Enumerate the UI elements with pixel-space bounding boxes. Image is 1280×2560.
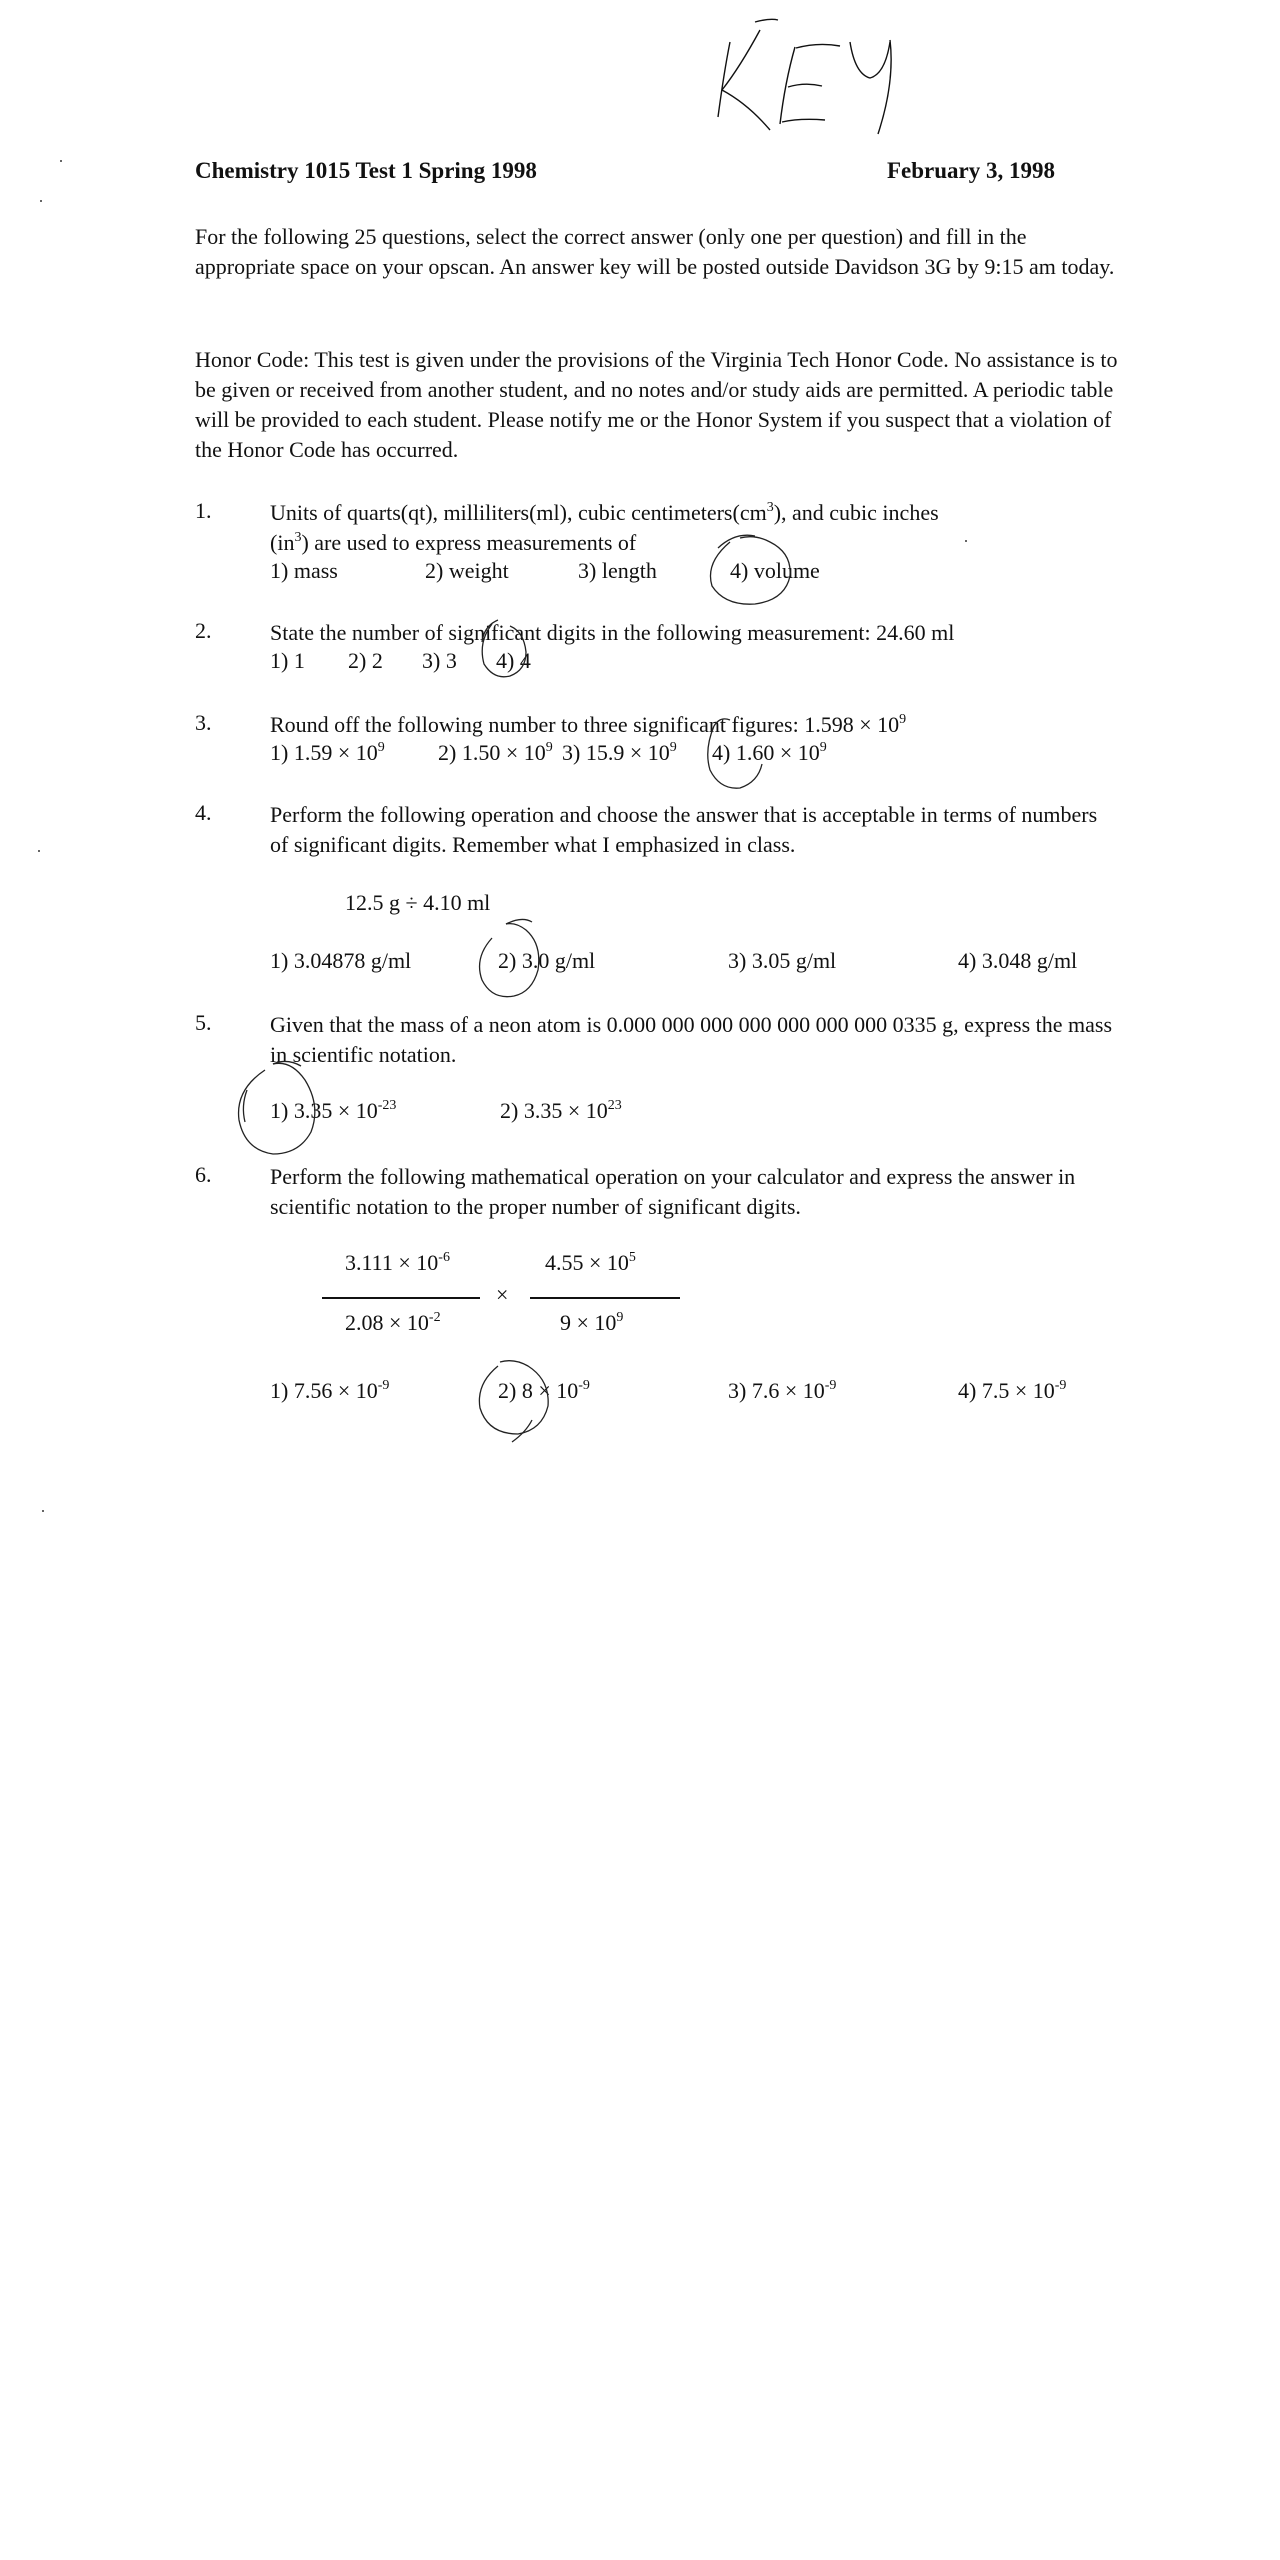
scan-speck [40,200,42,202]
q3-option-3: 3) $15.9 \times 10^9$ [562,740,677,765]
q3-option-1: 1) $1.59 \times 10^9$ [270,740,385,765]
q4-option-1: 1) 3.04878 g/ml [270,948,412,973]
honor-code: Honor Code: This test is given under the provisions of the Virginia Tech Honor Code. No assistance is to be given or received from another student, and no notes and/or study aids are permitted. A periodic table will be provided to each student. Please notify me or the Honor System if you suspect that a violation of the Honor Code has occurred. [195,347,1118,462]
scan-speck [965,540,967,542]
question-5-text: Given that the mass of a neon atom is 0.000 000 000 000 000 000 000 0335 g, express the mass in scientific notation. [270,1012,1113,1067]
q1-option-4: 4) volume [730,558,820,583]
q4-option-2: 2) 3.0 g/ml [498,948,596,973]
scan-speck [42,1510,44,1512]
q1-option-2: 2) weight [425,558,509,583]
fraction-2-bar [530,1297,680,1299]
times-sign: × [496,1282,509,1307]
q2-option-4: 4) 4 [496,648,531,673]
q3-option-4: 4) $1.60 \times 10^9$ [712,740,827,765]
q5-option-1: 1) $3.35 \times 10^{-23}$ [270,1098,397,1123]
q6-option-1: 1) $7.56 \times 10^{-9}$ [270,1378,390,1403]
fraction-2-denominator: $9 \times 10^9$ [560,1310,624,1335]
q4-option-3: 3) 3.05 g/ml [728,948,837,973]
answer-circle-mark [700,710,780,805]
q3-option-2: 2) $1.50 \times 10^9$ [438,740,553,765]
question-number: 5. [195,1010,212,1035]
answer-circle-mark [225,1050,335,1165]
handwritten-key-annotation [700,12,930,142]
question-number: 1. [195,498,212,523]
answer-circle-mark [462,910,572,1010]
instructions: For the following 25 questions, select the correct answer (only one per question) and fill in the appropriate space on your opscan. An answer key will be posted outside Davidson 3G by 9:15 am today. [195,224,1115,279]
fraction-1-denominator: $2.08 \times 10^{-2}$ [345,1310,441,1335]
q6-option-3: 3) $7.6 \times 10^{-9}$ [728,1378,837,1403]
question-2-text: State the number of significant digits in the following measurement: 24.60 ml [270,620,955,645]
q6-option-4: 4) $7.5 \times 10^{-9}$ [958,1378,1067,1403]
answer-circle-mark [700,528,810,618]
q5-option-2: 2) $3.35 \times 10^{23}$ [500,1098,622,1123]
question-number: 4. [195,800,212,825]
scan-speck [60,160,62,162]
q2-option-2: 2) 2 [348,648,383,673]
question-number: 6. [195,1162,212,1187]
q4-expression: 12.5 g ÷ 4.10 ml [345,890,491,915]
fraction-1-bar [322,1297,480,1299]
q2-option-3: 3) 3 [422,648,457,673]
q1-option-3: 3) length [578,558,657,583]
exam-date: February 3, 1998 [887,158,1056,183]
fraction-1-numerator: $3.111 \times 10^{-6}$ [345,1250,450,1275]
fraction-2-numerator: $4.55 \times 10^5$ [545,1250,636,1275]
question-1-text: Units of quarts(qt), milliliters(ml), cubic $centimeters(cm^3)$, and cubic inches $(in^3)$ are used to express measurements of [270,500,939,555]
question-4-text: Perform the following operation and choose the answer that is acceptable in terms of numbers of significant digits. Remember what I emphasized in class. [270,802,1098,857]
answer-circle-mark [462,1350,572,1450]
question-number: 3. [195,710,212,735]
q6-option-2: 2) $8 \times 10^{-9}$ [498,1378,590,1403]
q1-option-1: 1) mass [270,558,338,583]
answer-circle-mark [470,612,540,692]
scan-speck [38,850,40,852]
q2-option-1: 1) 1 [270,648,305,673]
question-6-text: Perform the following mathematical operation on your calculator and express the answer in scientific notation to the proper number of significant digits. [270,1164,1076,1219]
q4-option-4: 4) 3.048 g/ml [958,948,1078,973]
question-number: 2. [195,618,212,643]
course-title: Chemistry 1015 Test 1 Spring 1998 [195,158,537,183]
question-3-text: Round off the following number to three significant figures: $1.598 \times 10^9$ [270,712,907,737]
